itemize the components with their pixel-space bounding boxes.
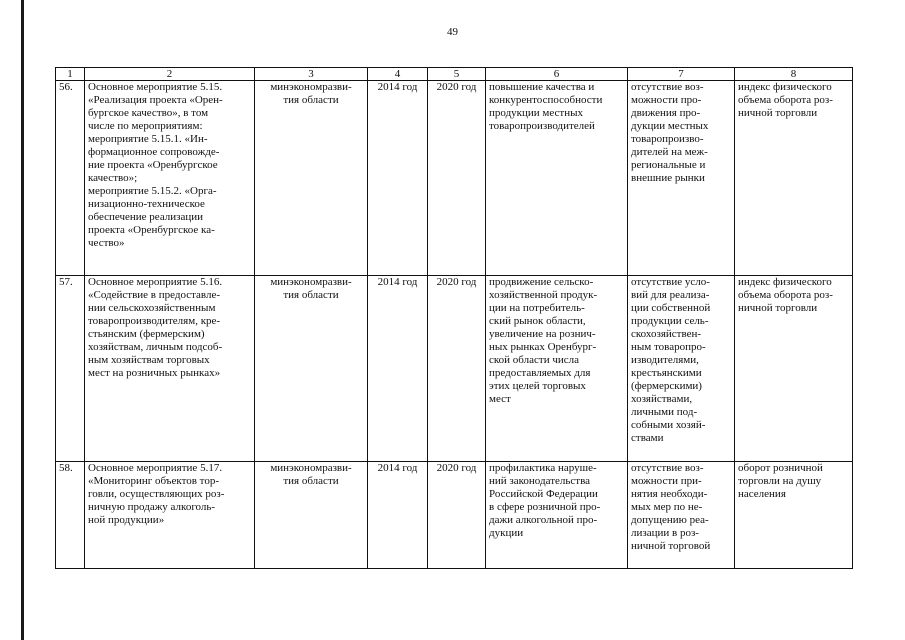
result-cell: повышение качества и конкурентоспособности продукции местных товаропроизводителей — [486, 81, 628, 276]
consequences-cell: отсутствие воз- можности при- нятия необходи- мых мер по не- допущению реа- лизации в роз- ничной торговой — [628, 462, 735, 569]
consequences-cell: отсутствие воз- можности про- движения про- дукции местных товаропроизво- дителей на меж- региональные и внешние рынки — [628, 81, 735, 276]
measures-table — [55, 67, 853, 569]
end-year-cell: 2020 год — [428, 276, 486, 462]
header-cell-1: 1 — [56, 68, 85, 81]
start-year-cell: 2014 год — [368, 462, 428, 569]
header-cell-8: 8 — [735, 68, 853, 81]
table-row — [56, 276, 853, 462]
measure-cell: Основное мероприятие 5.15. «Реализация проекта «Орен- бургское качество», в том числе по мероприятиям: мероприятие 5.15.1. «Ин- формационное сопровожде- ние проекта «Оренбургское качество»; мероприятие 5.15.2. «Орга- низационно-техническое обеспечение реализации проекта «Оренбургское ка- чество» — [85, 81, 255, 276]
table-row — [56, 81, 853, 276]
end-year-cell: 2020 год — [428, 81, 486, 276]
measure-cell: Основное мероприятие 5.16. «Содействие в предоставле- нии сельскохозяйственным товаропроизводителям, кре- стьянским (фермерским) хозяйствам, личным подсоб- ным хозяйствам торговых мест на розничных рынках» — [85, 276, 255, 462]
indicator-cell: индекс физического объема оборота роз- ничной торговли — [735, 276, 853, 462]
header-cell-4: 4 — [368, 68, 428, 81]
start-year-cell: 2014 год — [368, 276, 428, 462]
table-header-row — [56, 68, 853, 81]
result-cell: профилактика наруше- ний законодательства Российской Федерации в сфере розничной про- дажи алкогольной про- дукции — [486, 462, 628, 569]
row-number: 56. — [56, 81, 85, 276]
header-cell-2: 2 — [85, 68, 255, 81]
header-cell-7: 7 — [628, 68, 735, 81]
result-cell: продвижение сельско- хозяйственной продук- ции на потребитель- ский рынок области, увеличение на рознич- ных рынках Оренбург- ской области числа предоставляемых для этих целей торговых мест — [486, 276, 628, 462]
indicator-cell: индекс физического объема оборота роз- ничной торговли — [735, 81, 853, 276]
row-number: 57. — [56, 276, 85, 462]
row-number: 58. — [56, 462, 85, 569]
indicator-cell: оборот розничной торговли на душу населения — [735, 462, 853, 569]
executor-cell: минэкономразви- тия области — [255, 462, 368, 569]
consequences-cell: отсутствие усло- вий для реализа- ции собственной продукции сель- скохозяйствен- ным товаропро- изводителями, крестьянскими (фермерскими) хозяйствами, личными под- собными хозяй- ствами — [628, 276, 735, 462]
start-year-cell: 2014 год — [368, 81, 428, 276]
end-year-cell: 2020 год — [428, 462, 486, 569]
header-cell-6: 6 — [486, 68, 628, 81]
scan-edge-line — [21, 0, 24, 640]
executor-cell: минэкономразви- тия области — [255, 276, 368, 462]
table-row — [56, 462, 853, 569]
executor-cell: минэкономразви- тия области — [255, 81, 368, 276]
header-cell-3: 3 — [255, 68, 368, 81]
header-cell-5: 5 — [428, 68, 486, 81]
page-number: 49 — [447, 26, 458, 38]
measure-cell: Основное мероприятие 5.17. «Мониторинг объектов тор- говли, осуществляющих роз- ничную продажу алкоголь- ной продукции» — [85, 462, 255, 569]
